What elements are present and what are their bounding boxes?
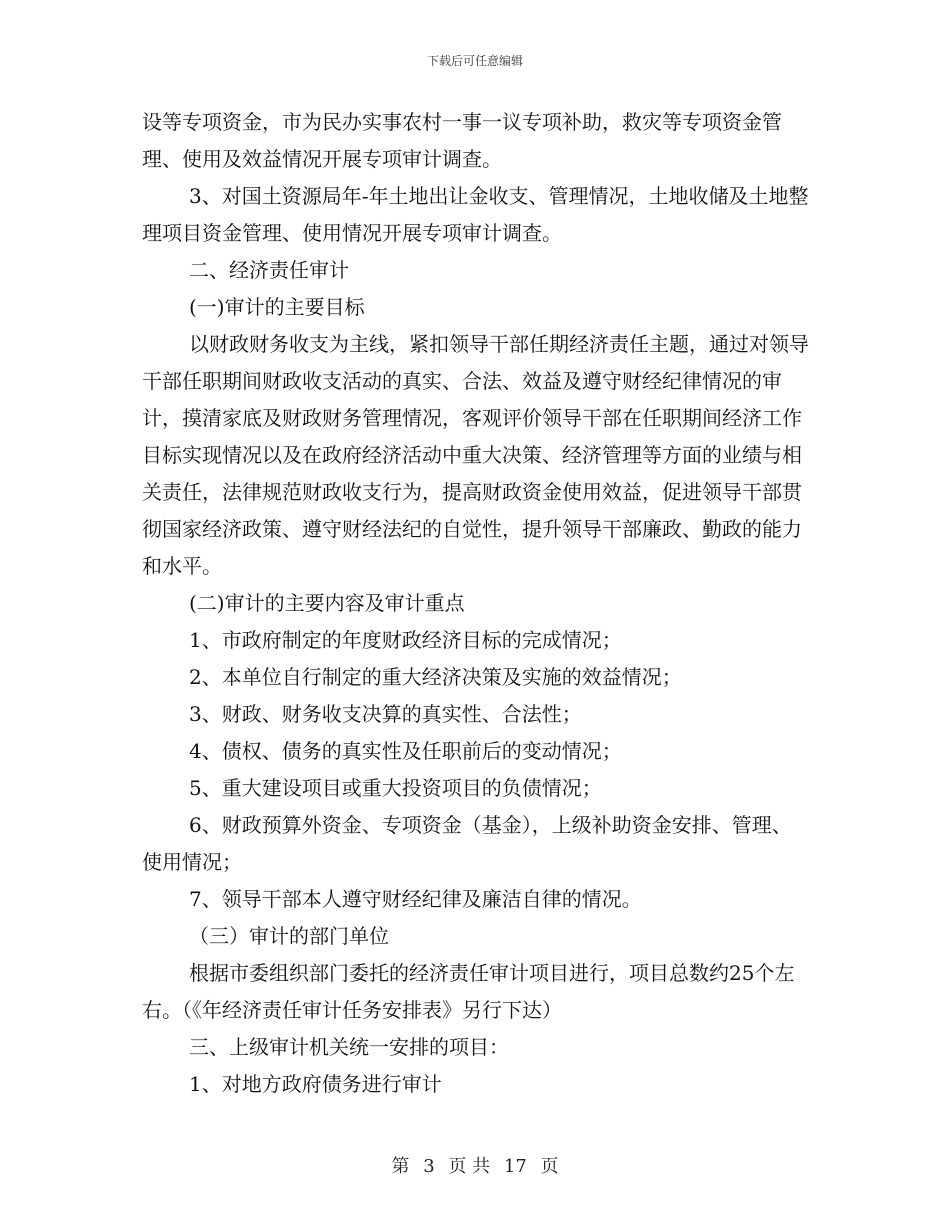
footer-middle: 页 共: [448, 1156, 491, 1177]
section-heading-economic-responsibility: 二、经济责任审计: [189, 258, 349, 282]
list-item-5: 5、重大建设项目或重大投资项目的负债情况；: [189, 776, 602, 800]
list-item-3: 3、财政、财务收支决算的真实性、合法性；: [189, 702, 582, 726]
paragraph-goals-body: 以财政财务收支为主线，紧扣领导干部任期经济责任主题，通过对领导干部任职期间财政收支活动的真实、合法、效益及遵守财经纪律情况的审计，摸清家底及财政财务管理情况，客观评价领导干部在任职期间经济工作目标实现情况以及在政府经济活动中重大决策、经济管理等方面的业绩与相关责任，法律规范财政收支行为，提高财政资金使用效益，促进领导干部贯彻国家经济政策、遵守财经法纪的自觉性，提升领导干部廉政、勤政的能力和水平。: [142, 332, 809, 578]
page-header: 下载后可任意编辑: [426, 54, 523, 68]
section-heading-higher-audit: 三、上级审计机关统一安排的项目：: [189, 1035, 509, 1059]
list-item-4: 4、债权、债务的真实性及任职前后的变动情况；: [189, 739, 622, 763]
paragraph-item-3-land: 3、对国土资源局年-年土地出让金收支、管理情况，土地收储及土地整理项目资金管理、使用情况开展专项审计调查。: [142, 184, 809, 245]
list-item-7: 7、领导干部本人遵守财经纪律及廉洁自律的情况。: [189, 887, 642, 911]
footer-suffix: 页: [540, 1156, 559, 1177]
page-footer: [0, 1152, 950, 1178]
document-body: [142, 104, 810, 1103]
subheading-main-goals: (一)审计的主要目标: [189, 295, 365, 319]
list-item-6: 6、财政预算外资金、专项资金（基金），上级补助资金安排、管理、使用情况；: [142, 813, 792, 874]
subheading-main-content: (二)审计的主要内容及审计重点: [189, 591, 465, 615]
list-item-local-debt: 1、对地方政府债务进行审计: [189, 1072, 442, 1096]
footer-prefix: 第: [391, 1156, 410, 1177]
list-item-2: 2、本单位自行制定的重大经济决策及实施的效益情况；: [189, 665, 682, 689]
subheading-departments: （三）审计的部门单位: [189, 924, 389, 948]
footer-page-number: 3: [423, 1156, 435, 1177]
list-item-1: 1、市政府制定的年度财政经济目标的完成情况；: [189, 628, 622, 652]
paragraph-continuation: 设等专项资金，市为民办实事农村一事一议专项补助，救灾等专项资金管理、使用及效益情况开展专项审计调查。: [142, 110, 782, 171]
footer-total-pages: 17: [503, 1156, 527, 1177]
paragraph-departments-body: 根据市委组织部门委托的经济责任审计项目进行，项目总数约25个左右。（《年经济责任审计任务安排表》另行下达）: [142, 961, 795, 1022]
